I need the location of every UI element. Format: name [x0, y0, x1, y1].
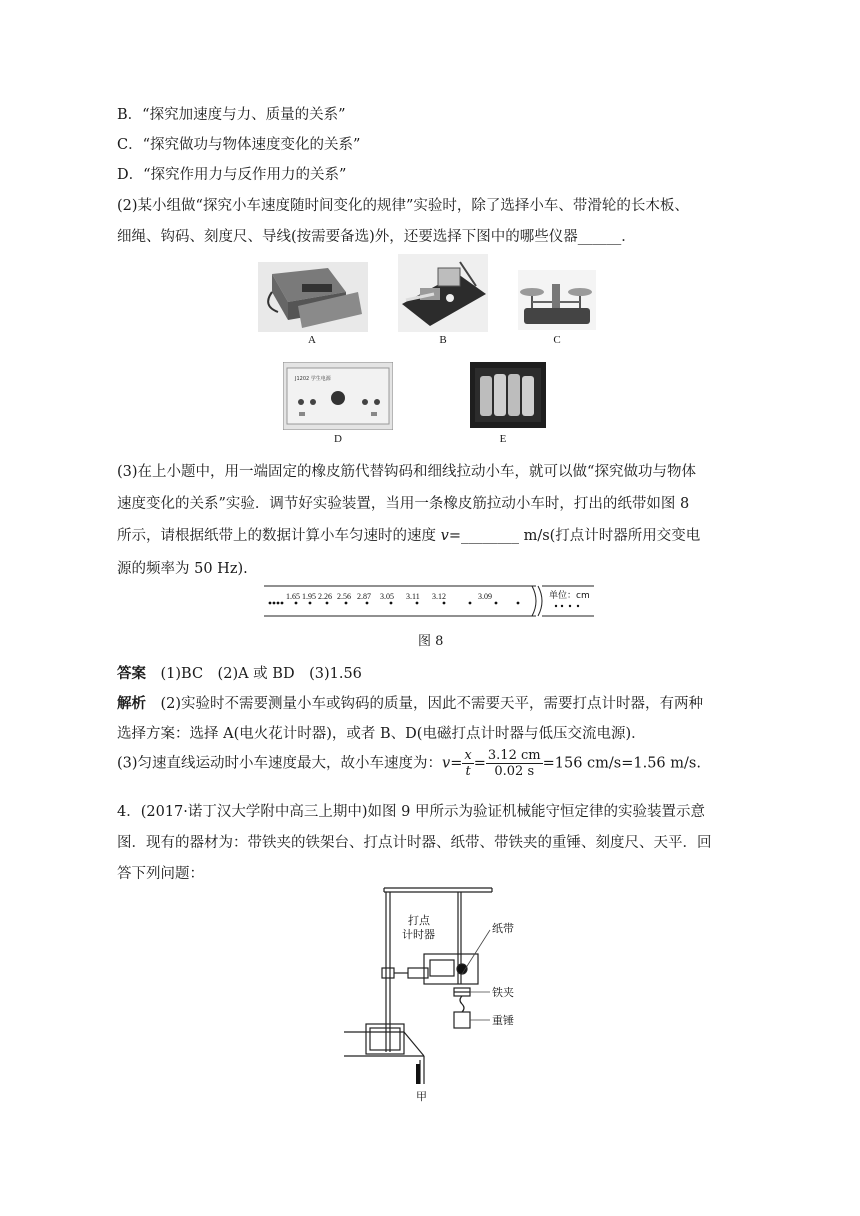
- q4-line-2: 图．现有的器材为：带铁夹的铁架台、打点计时器、纸带、带铁夹的重锤、刻度尺、天平．回: [117, 835, 712, 851]
- analysis-v: v: [442, 755, 451, 772]
- q4-line-3: 答下列问题：: [117, 866, 204, 882]
- analysis-text-3a: (3)匀速直线运动时小车速度最大，故小车速度为：: [117, 755, 443, 772]
- q2-line-1: (2)某小组做“探究小车速度随时间变化的规律”实验时，除了选择小车、带滑轮的长木板、: [117, 198, 689, 214]
- spark-timer-photo: [258, 262, 368, 332]
- figure-9-caption: 甲: [416, 1090, 427, 1103]
- answer-text: (1)BC (2)A 或 BD (3)1.56: [146, 666, 362, 682]
- tape-value-1: 1.65: [286, 592, 300, 601]
- analysis-eq-2: =: [473, 755, 486, 772]
- analysis-line-2: 选择方案：选择 A(电火花计时器)，或者 B、D(电磁打点计时器与低压交流电源)．: [117, 726, 646, 742]
- q3-line-3a: 所示，请根据纸带上的数据计算小车匀速时的速度: [117, 528, 441, 544]
- q2-line-2: 细绳、钩码、刻度尺、导线(按需要备选)外，还要选择下图中的哪些仪器______．: [117, 229, 636, 245]
- q3-line-1: (3)在上小题中，用一端固定的橡皮筋代替钩码和细线拉动小车，就可以做“探究做功与物体: [117, 464, 696, 480]
- tape-value-8: 3.12: [432, 592, 446, 601]
- label-e: E: [499, 433, 507, 445]
- power-supply-photo: [283, 362, 393, 430]
- q3-line-4: 源的频率为 50 Hz).: [117, 561, 248, 577]
- balance-scale-photo: [518, 270, 596, 330]
- weight-label: 重锤: [492, 1014, 514, 1027]
- tape-value-5: 2.87: [357, 592, 371, 601]
- label-a: A: [308, 334, 316, 346]
- q3-line-2: 速度变化的关系”实验．调节好实验装置，当用一条橡皮筋拉动小车时，打出的纸带如图 8: [117, 496, 690, 512]
- fraction-x: x: [464, 748, 472, 763]
- electromagnetic-timer-photo: [398, 254, 488, 332]
- label-c: C: [553, 334, 561, 346]
- fraction-t: t: [465, 764, 471, 779]
- paper-tape-figure: [264, 584, 596, 620]
- q4-line-1: 4．(2017·诺丁汉大学附中高三上期中)如图 9 甲所示为验证机械能守恒定律的实验装置示意: [117, 804, 705, 820]
- fraction-den: 0.02 s: [494, 764, 535, 779]
- fraction-x-over-t: [462, 748, 473, 779]
- analysis-eq: =: [450, 755, 463, 772]
- option-b: B．“探究加速度与力、质量的关系”: [117, 107, 346, 123]
- timer-label-1: 打点: [408, 914, 430, 927]
- power-panel-text: J1202 学生电源: [295, 376, 331, 382]
- tape-value-4: 2.56: [337, 592, 351, 601]
- tape-label: 纸带: [492, 922, 514, 935]
- q3-line-3b: =________ m/s(打点计时器所用交变电: [448, 528, 701, 544]
- battery-pack-photo: [470, 362, 546, 428]
- q3-v-symbol: v: [440, 528, 449, 544]
- q3-line-3: [117, 524, 700, 545]
- analysis-text-1: (2)实验时不需要测量小车或钩码的质量，因此不需要天平，需要打点计时器，有两种: [146, 696, 704, 712]
- analysis-label: 解析: [117, 696, 146, 712]
- option-c: C．“探究做功与物体速度变化的关系”: [117, 137, 361, 153]
- option-d: D．“探究作用力与反作用力的关系”: [117, 167, 347, 183]
- tape-value-6: 3.05: [380, 592, 394, 601]
- answer-label: 答案: [117, 666, 146, 682]
- analysis-line-1: [117, 692, 703, 713]
- analysis-line-3: [117, 748, 701, 779]
- tape-dots: [269, 602, 520, 605]
- label-b: B: [439, 334, 447, 346]
- tape-value-3: 2.26: [318, 592, 332, 601]
- tape-value-7: 3.11: [406, 592, 420, 601]
- tape-value-9: 3.09: [478, 592, 492, 601]
- analysis-result: =156 cm/s=1.56 m/s.: [542, 755, 701, 772]
- figure-9-apparatus: [344, 884, 524, 1106]
- figure-8-caption: 图 8: [418, 634, 444, 649]
- tape-unit: 单位：cm: [549, 591, 590, 601]
- clamp-label: 铁夹: [492, 986, 514, 999]
- fraction-num: 3.12 cm: [487, 748, 541, 763]
- timer-label-2: 计时器: [402, 928, 435, 941]
- answer-line: [117, 662, 362, 683]
- tape-value-2: 1.95: [302, 592, 316, 601]
- label-d: D: [334, 433, 342, 445]
- fraction-values: [486, 748, 543, 779]
